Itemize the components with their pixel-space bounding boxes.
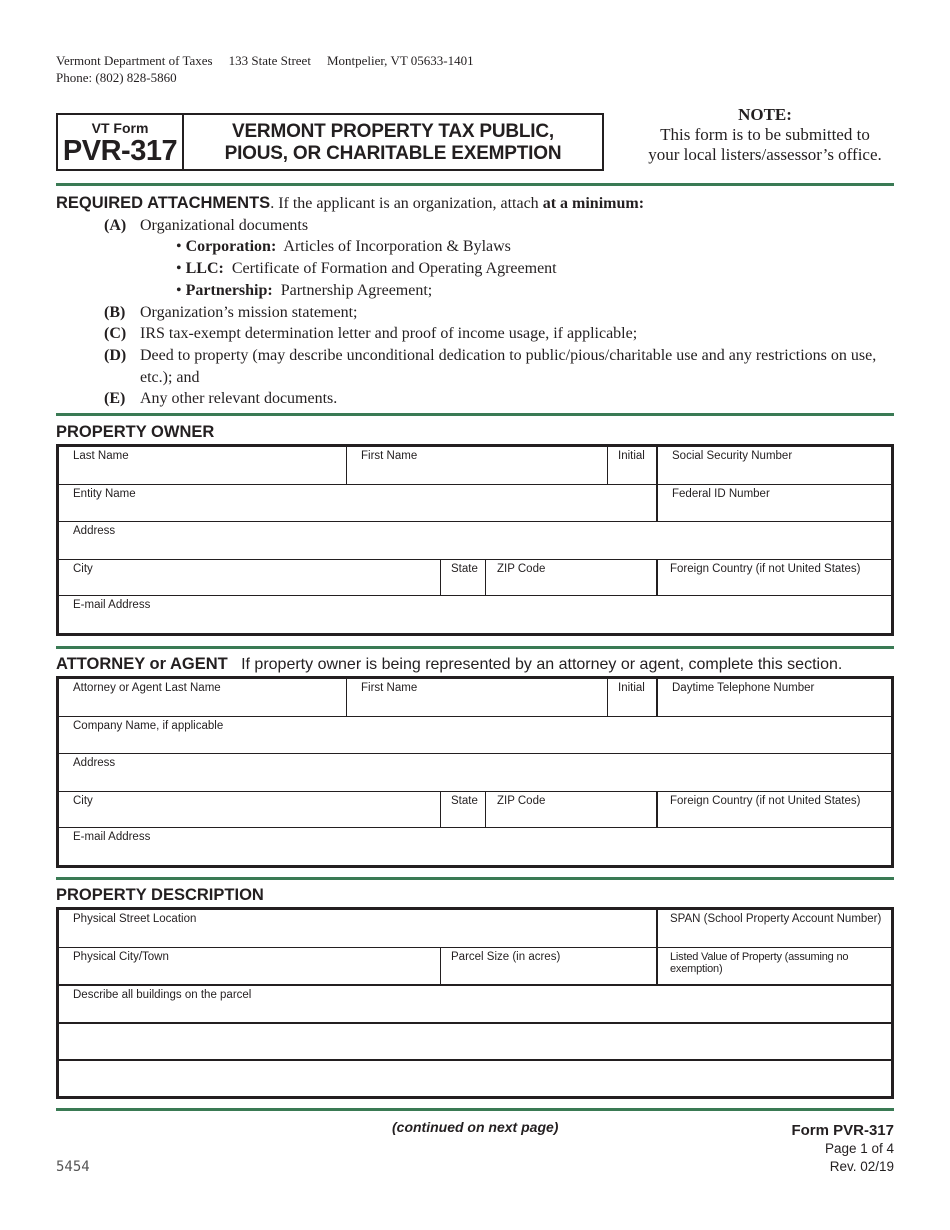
divider: [56, 877, 894, 880]
owner-ssn-field[interactable]: Social Security Number: [672, 450, 793, 462]
subitem-llc: • LLC: Certificate of Formation and Operating Agreement: [176, 260, 557, 278]
agent-address-field[interactable]: Address: [73, 757, 116, 769]
divider: [56, 413, 894, 416]
agent-company-field[interactable]: Company Name, if applicable: [73, 720, 224, 732]
required-label: REQUIRED ATTACHMENTS: [56, 194, 271, 212]
property-grid: [56, 907, 894, 1099]
required-item-b: (B) Organization’s mission statement;: [104, 303, 358, 321]
property-parcel-size-field[interactable]: Parcel Size (in acres): [441, 948, 658, 984]
agent-initial-field[interactable]: Initial: [608, 679, 658, 716]
owner-address-field[interactable]: Address: [73, 525, 116, 537]
owner-country-field[interactable]: Foreign Country (if not United States): [670, 563, 861, 575]
buildings-description-line3[interactable]: [59, 1061, 891, 1064]
subitem-partnership: • Partnership: Partnership Agreement;: [176, 281, 433, 299]
divider: [56, 1108, 894, 1111]
required-item-e: (E) Any other relevant documents.: [104, 390, 338, 408]
required-attachments: [56, 193, 896, 410]
footer-form-number: Form PVR-317: [791, 1122, 894, 1139]
agent-phone-field[interactable]: Daytime Telephone Number: [672, 682, 815, 694]
footer-page: Page 1 of 4: [824, 1141, 894, 1156]
agent-email-field[interactable]: E-mail Address: [73, 831, 151, 843]
form-title-box: [56, 113, 604, 171]
continued-note: (continued on next page): [392, 1119, 559, 1135]
form-id-cell: [58, 115, 184, 169]
agent-country-field[interactable]: Foreign Country (if not United States): [670, 795, 861, 807]
agent-grid: [56, 676, 894, 868]
owner-federal-id-field[interactable]: Federal ID Number: [672, 488, 770, 500]
note-line1: This form is to be submitted to: [660, 125, 870, 144]
note-line2: your local listers/assessor’s office.: [648, 145, 882, 164]
agency-city: Montpelier, VT 05633-1401: [326, 53, 474, 68]
buildings-description-field[interactable]: Describe all buildings on the parcel: [73, 989, 252, 1001]
agent-section-header: [56, 655, 842, 674]
owner-last-name-field[interactable]: Last Name: [59, 447, 347, 484]
property-listed-value-field[interactable]: Listed Value of Property (assuming no exemption): [670, 951, 849, 975]
required-item-d: (D) Deed to property (may describe unconditional dedication to public/pious/charitable use and any restrictions on use, etc.); and: [104, 346, 877, 386]
owner-first-name-field[interactable]: First Name: [347, 447, 608, 484]
divider: [56, 646, 894, 649]
form-title-line1: VERMONT PROPERTY TAX PUBLIC,: [231, 121, 554, 142]
agency-address: [56, 53, 490, 69]
property-city-field[interactable]: Physical City/Town: [59, 948, 441, 984]
agent-zip-field[interactable]: ZIP Code: [486, 792, 658, 827]
owner-zip-field[interactable]: ZIP Code: [486, 560, 658, 595]
property-span-field[interactable]: SPAN (School Property Account Number): [670, 913, 882, 925]
owner-email-field[interactable]: E-mail Address: [73, 599, 151, 611]
required-item-a: (A) Organizational documents: [104, 216, 309, 234]
property-section-title: PROPERTY DESCRIPTION: [56, 886, 264, 904]
agent-last-name-field[interactable]: Attorney or Agent Last Name: [59, 679, 347, 716]
property-street-field[interactable]: Physical Street Location: [59, 910, 658, 947]
note-title: NOTE:: [738, 105, 792, 124]
agent-section-title: ATTORNEY or AGENT: [56, 655, 228, 673]
divider: [56, 183, 894, 186]
vt-form-label: VT Form: [91, 120, 149, 136]
agent-section-note: If property owner is being represented by an attorney or agent, complete this section.: [241, 656, 843, 673]
owner-city-field[interactable]: City: [59, 560, 441, 595]
buildings-description-line2[interactable]: [59, 1024, 891, 1059]
owner-section-title: PROPERTY OWNER: [56, 423, 215, 441]
form-number: PVR-317: [62, 135, 178, 167]
owner-initial-field[interactable]: Initial: [608, 447, 658, 484]
agent-city-field[interactable]: City: [59, 792, 441, 827]
form-title: [184, 115, 602, 169]
agent-first-name-field[interactable]: First Name: [347, 679, 608, 716]
required-intro: REQUIRED ATTACHMENTS. If the applicant is an organization, attach at a minimum:: [56, 194, 645, 212]
agent-state-field[interactable]: State: [441, 792, 486, 827]
form-code: 5454: [56, 1159, 90, 1175]
required-item-c: (C) IRS tax-exempt determination letter and proof of income usage, if applicable;: [104, 325, 638, 343]
footer-form-info: [700, 1122, 894, 1176]
agency-name: Vermont Department of Taxes: [56, 53, 213, 68]
form-title-line2: PIOUS, OR CHARITABLE EXEMPTION: [224, 143, 562, 164]
owner-entity-name-field[interactable]: Entity Name: [59, 485, 658, 521]
agency-phone: Phone: (802) 828-5860: [56, 70, 177, 85]
subitem-corporation: • Corporation: Articles of Incorporation & Bylaws: [176, 238, 511, 256]
footer-revision: Rev. 02/19: [829, 1159, 894, 1174]
owner-grid: [56, 444, 894, 636]
agency-street: 133 State Street: [228, 53, 311, 68]
owner-state-field[interactable]: State: [441, 560, 486, 595]
submission-note: [630, 105, 900, 165]
